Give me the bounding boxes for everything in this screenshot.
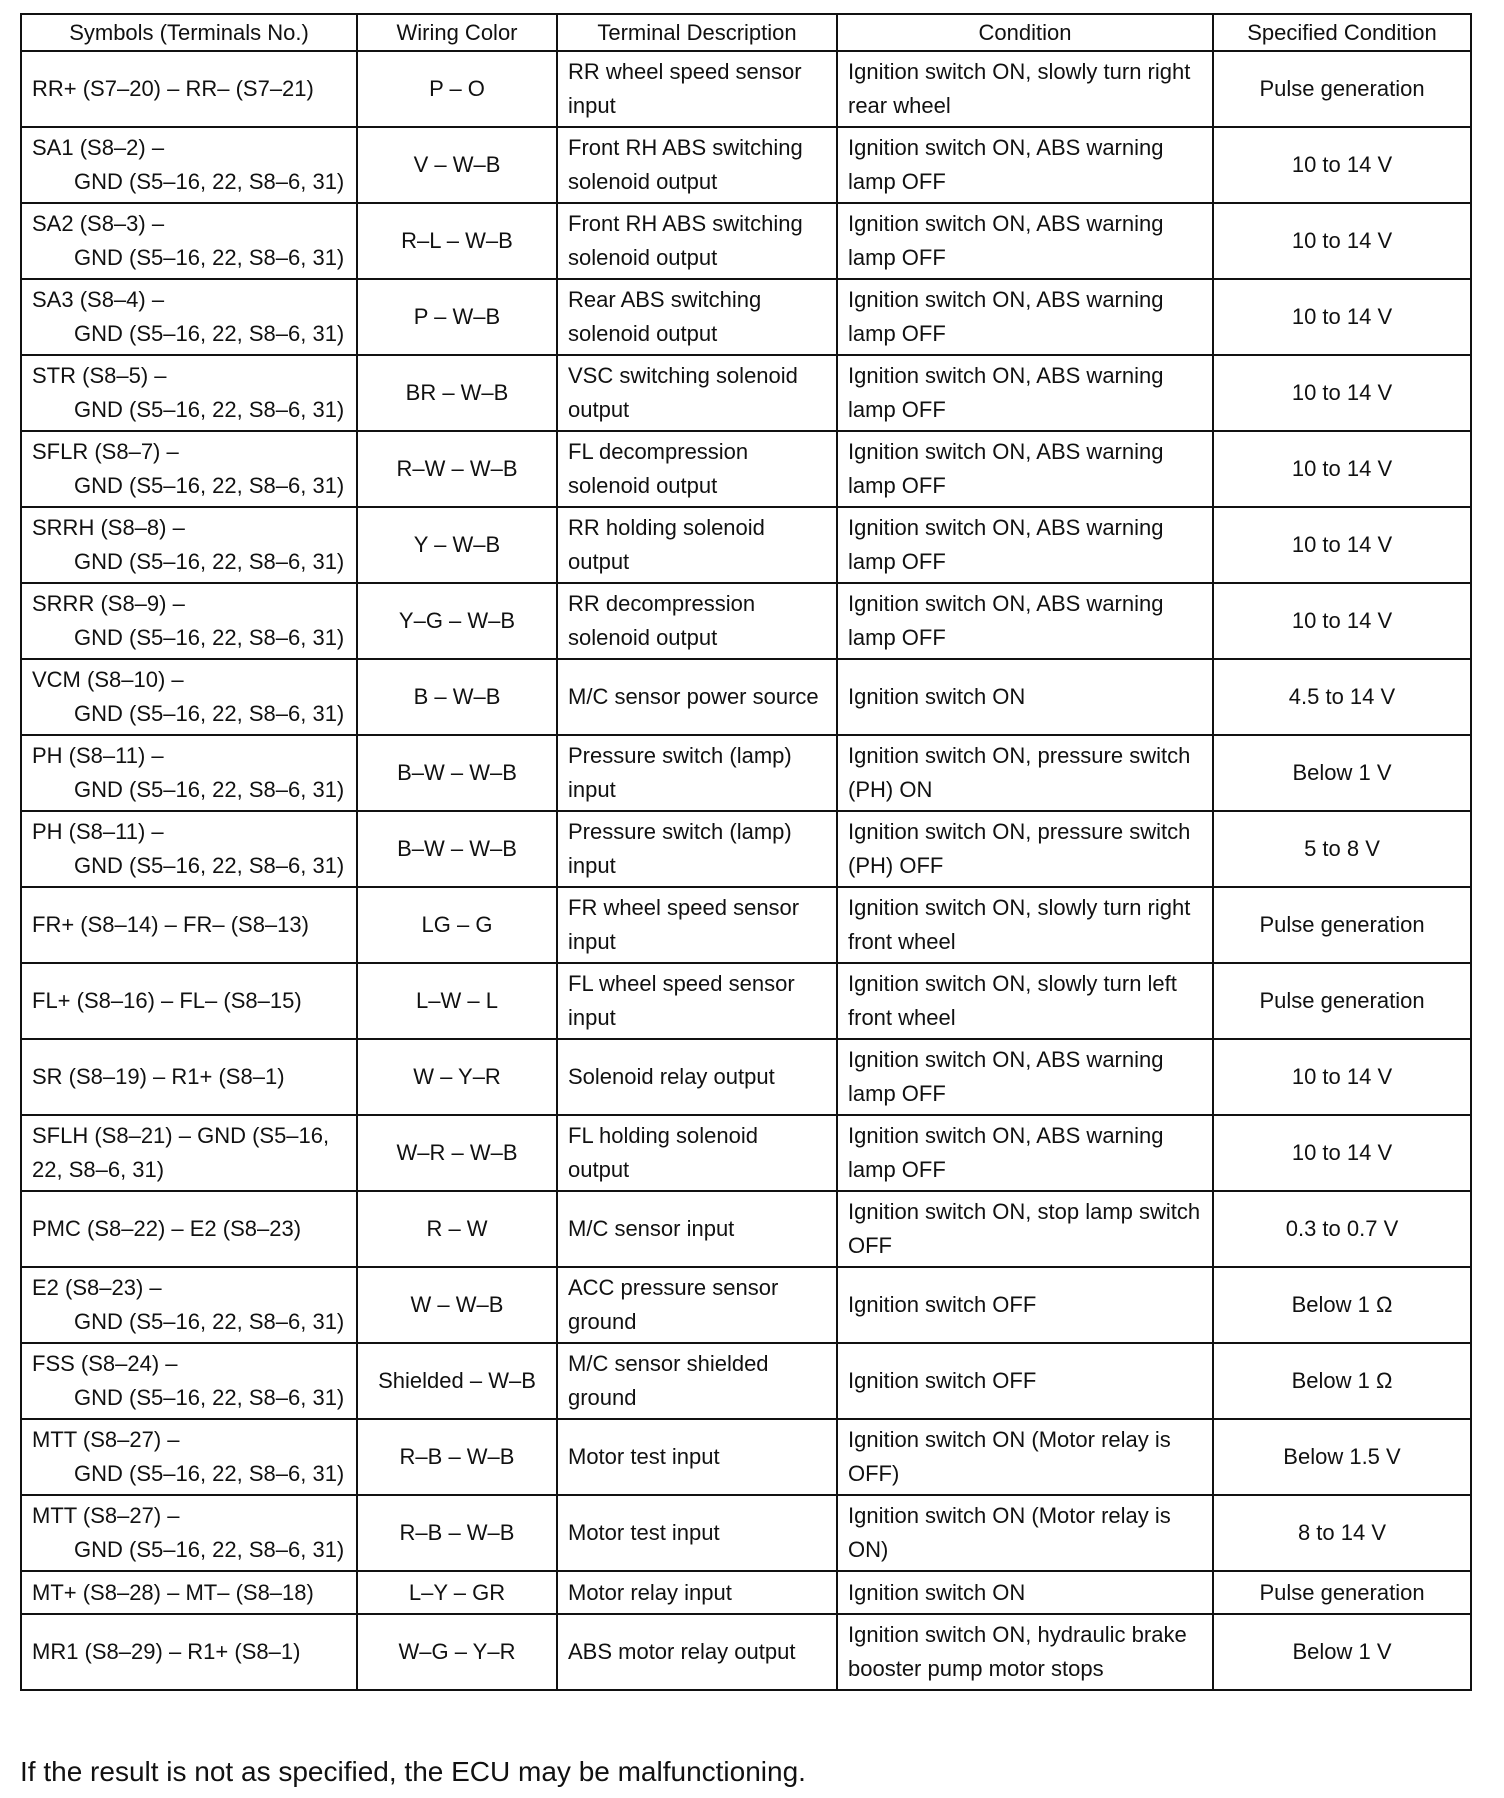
symbol-line: GND (S5–16, 22, S8–6, 31) [74,625,345,650]
condition-line: OFF [848,1233,892,1258]
condition-line: lamp OFF [848,245,946,270]
wiring-color-cell: R–W – W–B [357,431,557,507]
table-row [21,659,1471,735]
condition-cell [837,1115,1213,1191]
symbol-line: GND (S5–16, 22, S8–6, 31) [74,701,345,726]
description-line: solenoid output [568,473,718,498]
specified-condition-cell: 10 to 14 V [1213,127,1471,203]
specified-condition-cell: 0.3 to 0.7 V [1213,1191,1471,1267]
specified-condition-cell: Below 1.5 V [1213,1419,1471,1495]
wiring-color-cell: B–W – W–B [357,811,557,887]
condition-line: Ignition switch ON, ABS warning [848,1123,1164,1148]
wiring-color-cell: R–L – W–B [357,203,557,279]
terminal-description-cell [557,583,837,659]
specified-condition-cell: Below 1 V [1213,1614,1471,1690]
condition-line: Ignition switch ON, ABS warning [848,211,1164,236]
description-line: Front RH ABS switching [568,211,803,236]
symbols-cell [21,1191,357,1267]
symbols-cell [21,963,357,1039]
terminal-description-cell [557,355,837,431]
condition-cell [837,1571,1213,1614]
specified-condition-cell: 5 to 8 V [1213,811,1471,887]
condition-line: lamp OFF [848,549,946,574]
condition-line: lamp OFF [848,321,946,346]
condition-line: Ignition switch ON, ABS warning [848,1047,1164,1072]
terminal-description-cell [557,735,837,811]
condition-line: lamp OFF [848,625,946,650]
terminal-description-cell [557,1495,837,1571]
symbol-line: RR+ (S7–20) – RR– (S7–21) [32,76,314,101]
description-line: VSC switching solenoid [568,363,798,388]
symbols-cell [21,355,357,431]
ecu-terminal-table [20,13,1472,1691]
condition-cell [837,203,1213,279]
wiring-color-cell: R–B – W–B [357,1419,557,1495]
wiring-color-cell: W – Y–R [357,1039,557,1115]
symbol-line: GND (S5–16, 22, S8–6, 31) [74,321,345,346]
condition-line: booster pump motor stops [848,1656,1104,1681]
symbol-line: PH (S8–11) – [32,819,164,844]
symbol-line: SFLH (S8–21) – GND (S5–16, [32,1123,330,1148]
header-symbols: Symbols (Terminals No.) [21,14,357,51]
symbol-line: SA3 (S8–4) – [32,287,165,312]
symbol-line: GND (S5–16, 22, S8–6, 31) [74,169,345,194]
symbol-line: MTT (S8–27) – [32,1427,180,1452]
condition-cell [837,1343,1213,1419]
description-line: FL decompression [568,439,749,464]
terminal-description-cell [557,203,837,279]
terminal-description-cell [557,431,837,507]
table-row [21,963,1471,1039]
symbol-line: VCM (S8–10) – [32,667,184,692]
terminal-description-cell [557,507,837,583]
condition-cell [837,355,1213,431]
condition-line: front wheel [848,1005,956,1030]
wiring-color-cell: L–W – L [357,963,557,1039]
symbol-line: GND (S5–16, 22, S8–6, 31) [74,1537,345,1562]
specified-condition-cell: Pulse generation [1213,963,1471,1039]
description-line: M/C sensor power source [568,684,819,709]
symbol-line: MT+ (S8–28) – MT– (S8–18) [32,1579,314,1605]
condition-line: Ignition switch ON, stop lamp switch [848,1199,1201,1224]
wiring-color-cell: P – O [357,51,557,127]
condition-line: Ignition switch ON, ABS warning [848,135,1164,160]
symbol-line: PMC (S8–22) – E2 (S8–23) [32,1216,302,1241]
description-line: Front RH ABS switching [568,135,803,160]
table-row [21,203,1471,279]
terminal-description-cell [557,1614,837,1690]
terminal-description-cell [557,1191,837,1267]
table-row [21,1191,1471,1267]
description-line: M/C sensor shielded [568,1351,769,1376]
terminal-description-cell [557,963,837,1039]
terminal-description-cell [557,1115,837,1191]
description-line: Solenoid relay output [568,1064,775,1089]
specified-condition-cell: 8 to 14 V [1213,1495,1471,1571]
footer-note: If the result is not as specified, the ECU may be malfunctioning. [20,1756,806,1787]
description-line: M/C sensor input [568,1216,735,1241]
specified-condition-cell: Pulse generation [1213,1571,1471,1614]
condition-line: Ignition switch ON, ABS warning [848,591,1164,616]
condition-line: Ignition switch ON, slowly turn left [848,971,1177,996]
table-row [21,1267,1471,1343]
description-line: input [568,93,616,118]
wiring-color-cell: B – W–B [357,659,557,735]
condition-line: Ignition switch ON, ABS warning [848,439,1164,464]
condition-line: front wheel [848,929,956,954]
table-row [21,279,1471,355]
condition-line: Ignition switch ON, pressure switch [848,819,1191,844]
wiring-color-cell: R–B – W–B [357,1495,557,1571]
condition-cell [837,279,1213,355]
condition-cell [837,507,1213,583]
header-wiring-color: Wiring Color [357,14,557,51]
condition-cell [837,1614,1213,1690]
description-line: solenoid output [568,625,718,650]
table-row [21,1343,1471,1419]
symbol-line: FR+ (S8–14) – FR– (S8–13) [32,912,309,937]
description-line: Rear ABS switching [568,287,762,312]
description-line: FR wheel speed sensor [568,895,800,920]
specified-condition-cell: 10 to 14 V [1213,1039,1471,1115]
table-row [21,1039,1471,1115]
condition-cell [837,1419,1213,1495]
description-line: input [568,777,616,802]
symbol-line: GND (S5–16, 22, S8–6, 31) [74,853,345,878]
condition-cell [837,1267,1213,1343]
symbols-cell [21,1267,357,1343]
description-line: ACC pressure sensor [568,1275,779,1300]
symbols-cell [21,203,357,279]
terminal-description-cell [557,279,837,355]
condition-line: (PH) OFF [848,853,944,878]
table-row [21,1571,1471,1614]
condition-line: Ignition switch ON [848,684,1026,709]
symbol-line: FL+ (S8–16) – FL– (S8–15) [32,988,302,1013]
description-line: solenoid output [568,169,718,194]
description-line: input [568,1005,616,1030]
wiring-color-cell: BR – W–B [357,355,557,431]
header-condition: Condition [837,14,1213,51]
specified-condition-cell: 10 to 14 V [1213,203,1471,279]
condition-cell [837,1191,1213,1267]
terminal-description-cell [557,1419,837,1495]
description-line: ground [568,1385,637,1410]
terminal-description-cell [557,127,837,203]
condition-line: ON) [848,1537,889,1562]
table-row [21,127,1471,203]
symbol-line: SR (S8–19) – R1+ (S8–1) [32,1064,285,1089]
symbol-line: SRRH (S8–8) – [32,515,185,540]
symbol-line: PH (S8–11) – [32,743,164,768]
terminal-description-cell [557,1571,837,1614]
symbol-line: SA2 (S8–3) – [32,211,165,236]
symbol-line: GND (S5–16, 22, S8–6, 31) [74,1461,345,1486]
table-row [21,51,1471,127]
condition-line: Ignition switch ON, slowly turn right [848,895,1191,920]
specified-condition-cell: Below 1 Ω [1213,1343,1471,1419]
specified-condition-cell: 4.5 to 14 V [1213,659,1471,735]
condition-line: OFF) [848,1461,900,1486]
condition-line: lamp OFF [848,473,946,498]
table-body [21,51,1471,1690]
condition-cell [837,1495,1213,1571]
symbols-cell [21,507,357,583]
description-line: solenoid output [568,245,718,270]
wiring-color-cell: V – W–B [357,127,557,203]
terminal-description-cell [557,1267,837,1343]
symbols-cell [21,811,357,887]
description-line: RR wheel speed sensor [568,59,802,84]
specified-condition-cell: Below 1 V [1213,735,1471,811]
description-line: solenoid output [568,321,718,346]
table-row [21,1115,1471,1191]
description-line: ABS motor relay output [568,1639,796,1664]
wiring-color-cell: W–G – Y–R [357,1614,557,1690]
description-line: Motor test input [568,1444,720,1469]
description-line: RR decompression [568,591,756,616]
symbols-cell [21,51,357,127]
description-line: Pressure switch (lamp) [568,819,792,844]
condition-cell [837,431,1213,507]
header-terminal-description: Terminal Description [557,14,837,51]
condition-line: Ignition switch ON, pressure switch [848,743,1191,768]
table-row [21,735,1471,811]
symbols-cell [21,659,357,735]
table-row [21,1495,1471,1571]
terminal-description-cell [557,1343,837,1419]
condition-cell [837,887,1213,963]
wiring-color-cell: Shielded – W–B [357,1343,557,1419]
symbol-line: SRRR (S8–9) – [32,591,185,616]
specified-condition-cell: 10 to 14 V [1213,355,1471,431]
symbol-line: STR (S8–5) – [32,363,167,388]
condition-line: Ignition switch ON (Motor relay is [848,1503,1171,1528]
symbol-line: GND (S5–16, 22, S8–6, 31) [74,549,345,574]
symbol-line: GND (S5–16, 22, S8–6, 31) [74,245,345,270]
symbol-line: FSS (S8–24) – [32,1351,178,1376]
condition-line: lamp OFF [848,169,946,194]
condition-line: Ignition switch ON, hydraulic brake [848,1622,1187,1647]
specified-condition-cell: Pulse generation [1213,887,1471,963]
wiring-color-cell: Y – W–B [357,507,557,583]
description-line: RR holding solenoid [568,515,765,540]
description-line: output [568,1157,630,1182]
description-line: input [568,929,616,954]
description-line: output [568,549,630,574]
table-row [21,583,1471,659]
condition-line: Ignition switch ON, slowly turn right [848,59,1191,84]
table-row [21,1614,1471,1690]
condition-line: Ignition switch ON (Motor relay is [848,1427,1171,1452]
condition-cell [837,811,1213,887]
description-line: Pressure switch (lamp) [568,743,792,768]
terminal-description-cell [557,811,837,887]
symbol-line: E2 (S8–23) – [32,1275,162,1300]
specified-condition-cell: 10 to 14 V [1213,279,1471,355]
condition-cell [837,735,1213,811]
symbols-cell [21,1495,357,1571]
terminal-description-cell [557,1039,837,1115]
condition-line: lamp OFF [848,1081,946,1106]
terminal-description-cell [557,887,837,963]
wiring-color-cell: L–Y – GR [357,1571,557,1614]
symbol-line: MR1 (S8–29) – R1+ (S8–1) [32,1639,301,1664]
specified-condition-cell: 10 to 14 V [1213,431,1471,507]
symbol-line: GND (S5–16, 22, S8–6, 31) [74,473,345,498]
wiring-color-cell: W – W–B [357,1267,557,1343]
condition-line: Ignition switch ON, ABS warning [848,515,1164,540]
terminal-description-cell [557,659,837,735]
description-line: input [568,853,616,878]
condition-line: lamp OFF [848,397,946,422]
condition-line: Ignition switch OFF [848,1292,1037,1317]
table-header-row [21,14,1471,51]
condition-line: Ignition switch ON, ABS warning [848,363,1164,388]
condition-line: Ignition switch ON, ABS warning [848,287,1164,312]
table-row [21,431,1471,507]
symbols-cell [21,127,357,203]
wiring-color-cell: B–W – W–B [357,735,557,811]
condition-cell [837,583,1213,659]
symbol-line: SA1 (S8–2) – [32,135,165,160]
table-row [21,355,1471,431]
specified-condition-cell: Below 1 Ω [1213,1267,1471,1343]
symbol-line: GND (S5–16, 22, S8–6, 31) [74,777,345,802]
symbols-cell [21,1571,357,1614]
terminal-description-cell [557,51,837,127]
symbols-cell [21,1039,357,1115]
condition-line: lamp OFF [848,1157,946,1182]
symbol-line: MTT (S8–27) – [32,1503,180,1528]
condition-line: rear wheel [848,93,951,118]
condition-cell [837,51,1213,127]
condition-cell [837,127,1213,203]
condition-line: (PH) ON [848,777,933,802]
table-row [21,1419,1471,1495]
specified-condition-cell: 10 to 14 V [1213,1115,1471,1191]
condition-cell [837,963,1213,1039]
symbol-line: SFLR (S8–7) – [32,439,179,464]
wiring-color-cell: LG – G [357,887,557,963]
symbols-cell [21,279,357,355]
symbols-cell [21,583,357,659]
description-line: FL wheel speed sensor [568,971,795,996]
specified-condition-cell: 10 to 14 V [1213,583,1471,659]
description-line: ground [568,1309,637,1334]
header-specified-condition: Specified Condition [1213,14,1471,51]
description-line: Motor relay input [568,1579,732,1605]
symbols-cell [21,735,357,811]
table-row [21,811,1471,887]
symbols-cell [21,1115,357,1191]
description-line: output [568,397,630,422]
table-row [21,507,1471,583]
table-row [21,887,1471,963]
symbol-line: GND (S5–16, 22, S8–6, 31) [74,397,345,422]
symbol-line: GND (S5–16, 22, S8–6, 31) [74,1309,345,1334]
specified-condition-cell: 10 to 14 V [1213,507,1471,583]
wiring-color-cell: R – W [357,1191,557,1267]
symbols-cell [21,1343,357,1419]
symbols-cell [21,1419,357,1495]
description-line: Motor test input [568,1520,720,1545]
symbol-line: 22, S8–6, 31) [32,1157,165,1182]
symbol-line: GND (S5–16, 22, S8–6, 31) [74,1385,345,1410]
wiring-color-cell: P – W–B [357,279,557,355]
description-line: FL holding solenoid [568,1123,758,1148]
condition-cell [837,1039,1213,1115]
condition-cell [837,659,1213,735]
specified-condition-cell: Pulse generation [1213,51,1471,127]
condition-line: Ignition switch ON [848,1579,1026,1605]
symbols-cell [21,1614,357,1690]
wiring-color-cell: Y–G – W–B [357,583,557,659]
condition-line: Ignition switch OFF [848,1368,1037,1393]
symbols-cell [21,887,357,963]
symbols-cell [21,431,357,507]
wiring-color-cell: W–R – W–B [357,1115,557,1191]
